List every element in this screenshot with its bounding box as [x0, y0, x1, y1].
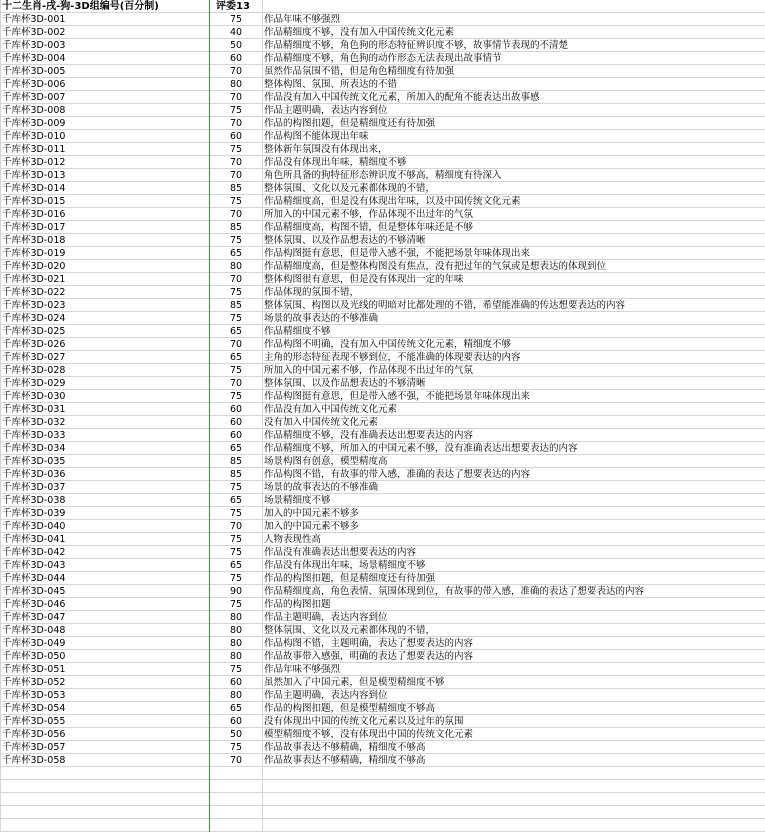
comment-cell[interactable]: 作品的构图扣题	[264, 599, 331, 610]
entry-id-cell[interactable]: 千库杯3D-053	[2, 690, 66, 701]
comment-cell[interactable]: 作品精细度高，但是整体构图没有焦点，没有把过年的气氛或是想表达的体现到位	[264, 261, 607, 272]
entry-id-cell[interactable]: 千库杯3D-056	[2, 729, 66, 740]
comment-cell[interactable]: 作品精细度不够，没有准确表达出想要表达的内容	[264, 430, 474, 441]
entry-id-cell[interactable]: 千库杯3D-042	[2, 547, 66, 558]
entry-id-cell[interactable]: 千库杯3D-030	[2, 391, 66, 402]
table-row	[0, 338, 765, 351]
score-cell[interactable]: 70	[229, 339, 243, 350]
entry-id-cell[interactable]: 千库杯3D-051	[2, 664, 66, 675]
comment-cell[interactable]: 角色所具备的狗特征形态辨识度不够高，精细度有待深入	[264, 170, 502, 181]
score-cell[interactable]: 85	[229, 456, 243, 467]
score-cell[interactable]: 75	[229, 144, 243, 155]
score-cell[interactable]: 75	[229, 196, 243, 207]
table-row	[0, 26, 765, 39]
entry-id-cell[interactable]: 千库杯3D-018	[2, 235, 66, 246]
table-row	[0, 247, 765, 260]
entry-id-cell[interactable]: 千库杯3D-043	[2, 560, 66, 571]
score-cell[interactable]: 85	[229, 222, 243, 233]
comment-cell[interactable]: 没有加入中国传统文化元素	[264, 417, 379, 428]
comment-cell[interactable]: 整体构图、氛围、所表达的不错	[264, 79, 398, 90]
table-row	[0, 104, 765, 117]
table-row	[0, 637, 765, 650]
score-cell[interactable]: 60	[229, 417, 243, 428]
table-row	[0, 676, 765, 689]
entry-id-cell[interactable]: 千库杯3D-045	[2, 586, 66, 597]
entry-id-cell[interactable]: 千库杯3D-012	[2, 157, 66, 168]
entry-id-cell[interactable]: 千库杯3D-026	[2, 339, 66, 350]
score-cell[interactable]: 75	[229, 482, 243, 493]
score-cell[interactable]: 80	[229, 79, 243, 90]
table-row	[0, 312, 765, 325]
table-row	[0, 715, 765, 728]
entry-id-cell[interactable]: 千库杯3D-009	[2, 118, 66, 129]
table-row	[0, 559, 765, 572]
table-row	[0, 520, 765, 533]
table-row	[0, 143, 765, 156]
table-row	[0, 689, 765, 702]
score-cell[interactable]: 75	[229, 508, 243, 519]
score-cell[interactable]: 65	[229, 326, 243, 337]
comment-cell[interactable]: 作品没有体现出年味，精细度不够	[264, 157, 407, 168]
comment-cell[interactable]: 作品没有加入中国传统文化元素，所加入的配角不能表达出故事感	[264, 92, 540, 103]
table-row	[0, 260, 765, 273]
table-row	[0, 156, 765, 169]
entry-id-cell[interactable]: 千库杯3D-014	[2, 183, 66, 194]
table-row	[0, 39, 765, 52]
score-cell[interactable]: 75	[229, 365, 243, 376]
score-cell[interactable]: 70	[229, 274, 243, 285]
score-cell[interactable]: 75	[229, 547, 243, 558]
table-row	[0, 273, 765, 286]
entry-id-cell[interactable]: 千库杯3D-057	[2, 742, 66, 753]
entry-id-cell[interactable]: 千库杯3D-047	[2, 612, 66, 623]
score-cell[interactable]: 70	[229, 118, 243, 129]
comment-cell[interactable]: 作品的构图扣题，但是精细度还有待加强	[264, 573, 436, 584]
entry-id-cell[interactable]: 千库杯3D-036	[2, 469, 66, 480]
comment-cell[interactable]: 作品体现的氛围不错，	[264, 287, 360, 298]
score-cell[interactable]: 70	[229, 209, 243, 220]
comment-cell[interactable]: 加入的中国元素不够多	[264, 521, 360, 532]
entry-id-cell[interactable]: 千库杯3D-015	[2, 196, 66, 207]
entry-id-cell[interactable]: 千库杯3D-019	[2, 248, 66, 259]
entry-id-cell[interactable]: 千库杯3D-039	[2, 508, 66, 519]
table-row	[0, 234, 765, 247]
entry-id-cell[interactable]: 千库杯3D-024	[2, 313, 66, 324]
score-cell[interactable]: 60	[229, 716, 243, 727]
score-cell[interactable]: 75	[229, 14, 243, 25]
score-cell[interactable]: 75	[229, 105, 243, 116]
entry-id-cell[interactable]: 千库杯3D-032	[2, 417, 66, 428]
table-row	[0, 481, 765, 494]
comment-cell[interactable]: 作品主题明确，表达内容到位	[264, 612, 388, 623]
comment-cell[interactable]: 作品没有准确表达出想要表达的内容	[264, 547, 417, 558]
entry-id-cell[interactable]: 千库杯3D-040	[2, 521, 66, 532]
entry-id-cell[interactable]: 千库杯3D-041	[2, 534, 66, 545]
score-cell[interactable]: 85	[229, 469, 243, 480]
comment-cell[interactable]: 作品精细度不够，没有加入中国传统文化元素	[264, 27, 455, 38]
score-cell[interactable]: 75	[229, 742, 243, 753]
comment-cell[interactable]: 作品精细度不够，所加入的中国元素不够，没有准确表达出想要表达的内容	[264, 443, 578, 454]
score-cell[interactable]: 65	[229, 495, 243, 506]
table-row	[0, 325, 765, 338]
comment-cell[interactable]: 作品年味不够强烈	[264, 664, 341, 675]
comment-cell[interactable]: 作品故事表达不够精确，精细度不够高	[264, 742, 426, 753]
table-row	[0, 208, 765, 221]
score-cell[interactable]: 75	[229, 599, 243, 610]
table-row	[0, 546, 765, 559]
comment-cell[interactable]: 作品精细度不够，角色狗的形态特征辨识度不够，故事情节表现的不清楚	[264, 40, 569, 51]
score-cell[interactable]: 75	[229, 664, 243, 675]
score-cell[interactable]: 50	[229, 729, 243, 740]
comment-cell[interactable]: 作品没有加入中国传统文化元素	[264, 404, 398, 415]
comment-cell[interactable]: 作品精细度不够，角色狗的动作形态无法表现出故事情节	[264, 53, 502, 64]
comment-cell[interactable]: 场景的故事表达的不够准确	[264, 313, 379, 324]
entry-id-cell[interactable]: 千库杯3D-002	[2, 27, 66, 38]
score-cell[interactable]: 65	[229, 352, 243, 363]
entry-id-cell[interactable]: 千库杯3D-001	[2, 14, 66, 25]
comment-cell[interactable]: 作品构图挺有意思，但是带入感不强，不能把场景年味体现出来	[264, 391, 531, 402]
entry-id-cell[interactable]: 千库杯3D-022	[2, 287, 66, 298]
score-cell[interactable]: 80	[229, 625, 243, 636]
entry-id-cell[interactable]: 千库杯3D-031	[2, 404, 66, 415]
entry-id-cell[interactable]: 千库杯3D-025	[2, 326, 66, 337]
header-score-cell[interactable]: 评委13	[216, 1, 250, 12]
comment-cell[interactable]: 作品构图不明确，没有加入中国传统文化元素，精细度不够	[264, 339, 512, 350]
entry-id-cell[interactable]: 千库杯3D-046	[2, 599, 66, 610]
comment-cell[interactable]: 作品主题明确，表达内容到位	[264, 105, 388, 116]
entry-id-cell[interactable]: 千库杯3D-021	[2, 274, 66, 285]
table-row	[0, 741, 765, 754]
score-cell[interactable]: 75	[229, 391, 243, 402]
table-row	[0, 507, 765, 520]
header-comment-cell[interactable]	[264, 0, 764, 13]
table-row	[0, 91, 765, 104]
comment-cell[interactable]: 没有体现出中国的传统文化元素以及过年的氛围	[264, 716, 464, 727]
comment-cell[interactable]: 作品构图挺有意思，但是带入感不强，不能把场景年味体现出来	[264, 248, 531, 259]
table-row	[0, 585, 765, 598]
entry-id-cell[interactable]: 千库杯3D-027	[2, 352, 66, 363]
entry-id-cell[interactable]: 千库杯3D-052	[2, 677, 66, 688]
comment-cell[interactable]: 加入的中国元素不够多	[264, 508, 360, 519]
table-row	[0, 130, 765, 143]
entry-id-cell[interactable]: 千库杯3D-033	[2, 430, 66, 441]
table-row	[0, 468, 765, 481]
table-row	[0, 299, 765, 312]
entry-id-cell[interactable]: 千库杯3D-004	[2, 53, 66, 64]
comment-cell[interactable]: 整体构图很有意思，但是没有体现出一定的年味	[264, 274, 464, 285]
comment-cell[interactable]: 作品构图不错，主题明确，表达了想要表达的内容	[264, 638, 474, 649]
table-row	[0, 611, 765, 624]
score-cell[interactable]: 80	[229, 651, 243, 662]
comment-cell[interactable]: 作品的构图扣题，但是精细度还有待加强	[264, 118, 436, 129]
score-cell[interactable]: 80	[229, 638, 243, 649]
entry-id-cell[interactable]: 千库杯3D-049	[2, 638, 66, 649]
comment-cell[interactable]: 人物表现性高	[264, 534, 322, 545]
table-row	[0, 286, 765, 299]
comment-cell[interactable]: 虽然加入了中国元素，但是模型精细度不够	[264, 677, 445, 688]
score-cell[interactable]: 65	[229, 703, 243, 714]
score-cell[interactable]: 70	[229, 66, 243, 77]
score-cell[interactable]: 80	[229, 612, 243, 623]
score-cell[interactable]: 90	[229, 586, 243, 597]
comment-cell[interactable]: 作品的构图扣题，但是模型精细度不够高	[264, 703, 436, 714]
entry-id-cell[interactable]: 千库杯3D-020	[2, 261, 66, 272]
entry-id-cell[interactable]: 千库杯3D-008	[2, 105, 66, 116]
entry-id-cell[interactable]: 千库杯3D-029	[2, 378, 66, 389]
comment-cell[interactable]: 场景构图有创意，模型精度高	[264, 456, 388, 467]
entry-id-cell[interactable]: 千库杯3D-058	[2, 755, 66, 766]
entry-id-cell[interactable]: 千库杯3D-005	[2, 66, 66, 77]
entry-id-cell[interactable]: 千库杯3D-006	[2, 79, 66, 90]
comment-cell[interactable]: 作品构图不能体现出年味	[264, 131, 369, 142]
table-row	[0, 351, 765, 364]
table-row	[0, 390, 765, 403]
score-cell[interactable]: 85	[229, 300, 243, 311]
comment-cell[interactable]: 作品构图不错，有故事的带入感，准确的表达了想要表达的内容	[264, 469, 531, 480]
score-cell[interactable]: 60	[229, 404, 243, 415]
table-row	[0, 195, 765, 208]
score-cell[interactable]: 75	[229, 287, 243, 298]
comment-cell[interactable]: 虽然作品氛围不错，但是角色精细度有待加强	[264, 66, 455, 77]
score-cell[interactable]: 65	[229, 443, 243, 454]
entry-id-cell[interactable]: 千库杯3D-011	[2, 144, 66, 155]
table-row	[0, 221, 765, 234]
table-row	[0, 78, 765, 91]
table-row	[0, 182, 765, 195]
comment-cell[interactable]: 场景的故事表达的不够准确	[264, 482, 379, 493]
table-row	[0, 117, 765, 130]
score-cell[interactable]: 75	[229, 313, 243, 324]
table-row	[0, 624, 765, 637]
comment-cell[interactable]: 作品精细度高，但是没有体现出年味，以及中国传统文化元素	[264, 196, 521, 207]
entry-id-cell[interactable]: 千库杯3D-048	[2, 625, 66, 636]
table-row	[0, 754, 765, 767]
comment-cell[interactable]: 整体氛围、以及作品想表达的不够清晰	[264, 235, 426, 246]
table-row	[0, 494, 765, 507]
comment-cell[interactable]: 作品没有体现出年味，场景精细度不够	[264, 560, 426, 571]
entry-id-cell[interactable]: 千库杯3D-035	[2, 456, 66, 467]
entry-id-cell[interactable]: 千库杯3D-007	[2, 92, 66, 103]
entry-id-cell[interactable]: 千库杯3D-034	[2, 443, 66, 454]
table-row	[0, 52, 765, 65]
score-cell[interactable]: 40	[229, 27, 243, 38]
score-cell[interactable]: 70	[229, 170, 243, 181]
entry-id-cell[interactable]: 千库杯3D-028	[2, 365, 66, 376]
entry-id-cell[interactable]: 千库杯3D-038	[2, 495, 66, 506]
table-row	[0, 364, 765, 377]
comment-cell[interactable]: 整体氛围、以及作品想表达的不够清晰	[264, 378, 426, 389]
comment-cell[interactable]: 作品精细度不够	[264, 326, 331, 337]
header-id-cell[interactable]: 十二生肖-戌-狗-3D组编号(百分制)	[2, 1, 159, 12]
entry-id-cell[interactable]: 千库杯3D-016	[2, 209, 66, 220]
table-row	[0, 728, 765, 741]
score-cell[interactable]: 60	[229, 430, 243, 441]
score-cell[interactable]: 75	[229, 235, 243, 246]
table-row	[0, 663, 765, 676]
comment-cell[interactable]: 作品故事带入感强，明确的表达了想要表达的内容	[264, 651, 474, 662]
score-cell[interactable]: 80	[229, 690, 243, 701]
comment-cell[interactable]: 所加入的中国元素不够，作品体现不出过年的气氛	[264, 365, 474, 376]
score-cell[interactable]: 50	[229, 40, 243, 51]
entry-id-cell[interactable]: 千库杯3D-050	[2, 651, 66, 662]
table-row	[0, 429, 765, 442]
score-cell[interactable]: 60	[229, 677, 243, 688]
score-cell[interactable]: 60	[229, 53, 243, 64]
entry-id-cell[interactable]: 千库杯3D-055	[2, 716, 66, 727]
table-row	[0, 403, 765, 416]
table-row	[0, 416, 765, 429]
score-cell[interactable]: 60	[229, 131, 243, 142]
table-row	[0, 533, 765, 546]
table-row	[0, 169, 765, 182]
score-cell[interactable]: 70	[229, 521, 243, 532]
comment-cell[interactable]: 作品精细度高，构图不错，但是整体年味还是不够	[264, 222, 474, 233]
score-cell[interactable]: 70	[229, 378, 243, 389]
comment-cell[interactable]: 整体氛围、文化以及元素都体现的不错，	[264, 183, 436, 194]
score-cell[interactable]: 65	[229, 248, 243, 259]
score-cell[interactable]: 70	[229, 92, 243, 103]
comment-cell[interactable]: 场景精细度不够	[264, 495, 331, 506]
entry-id-cell[interactable]: 千库杯3D-017	[2, 222, 66, 233]
entry-id-cell[interactable]: 千库杯3D-037	[2, 482, 66, 493]
table-row	[0, 702, 765, 715]
entry-id-cell[interactable]: 千库杯3D-003	[2, 40, 66, 51]
score-cell[interactable]: 85	[229, 183, 243, 194]
header-row	[0, 0, 765, 13]
entry-id-cell[interactable]: 千库杯3D-010	[2, 131, 66, 142]
table-row	[0, 650, 765, 663]
table-row	[0, 455, 765, 468]
table-row	[0, 598, 765, 611]
comment-cell[interactable]: 作品精细度高，角色表情、氛围体现到位，有故事的带入感，准确的表达了想要表达的内容	[264, 586, 645, 597]
comment-cell[interactable]: 主角的形态特征表现不够到位，不能准确的体现要表达的内容	[264, 352, 521, 363]
score-cell[interactable]: 75	[229, 573, 243, 584]
comment-cell[interactable]: 作品主题明确，表达内容到位	[264, 690, 388, 701]
entry-id-cell[interactable]: 千库杯3D-023	[2, 300, 66, 311]
comment-cell[interactable]: 作品故事表达不够精确，精细度不够高	[264, 755, 426, 766]
entry-id-cell[interactable]: 千库杯3D-044	[2, 573, 66, 584]
comment-cell[interactable]: 整体新年氛围没有体现出来，	[264, 144, 388, 155]
comment-cell[interactable]: 整体氛围、构图以及光线的明暗对比都处理的不错，希望能准确的传达想要表达的内容	[264, 300, 626, 311]
entry-id-cell[interactable]: 千库杯3D-054	[2, 703, 66, 714]
score-cell[interactable]: 75	[229, 534, 243, 545]
table-row	[0, 572, 765, 585]
comment-cell[interactable]: 所加入的中国元素不够，作品体现不出过年的气氛	[264, 209, 474, 220]
table-row	[0, 65, 765, 78]
table-row	[0, 442, 765, 455]
comment-cell[interactable]: 整体氛围、文化以及元素都体现的不错，	[264, 625, 436, 636]
score-cell[interactable]: 65	[229, 560, 243, 571]
score-cell[interactable]: 70	[229, 157, 243, 168]
entry-id-cell[interactable]: 千库杯3D-013	[2, 170, 66, 181]
comment-cell[interactable]: 作品年味不够强烈	[264, 14, 341, 25]
table-row	[0, 377, 765, 390]
score-cell[interactable]: 80	[229, 261, 243, 272]
comment-cell[interactable]: 模型精细度不够，没有体现出中国的传统文化元素	[264, 729, 474, 740]
table-row	[0, 13, 765, 26]
score-cell[interactable]: 70	[229, 755, 243, 766]
